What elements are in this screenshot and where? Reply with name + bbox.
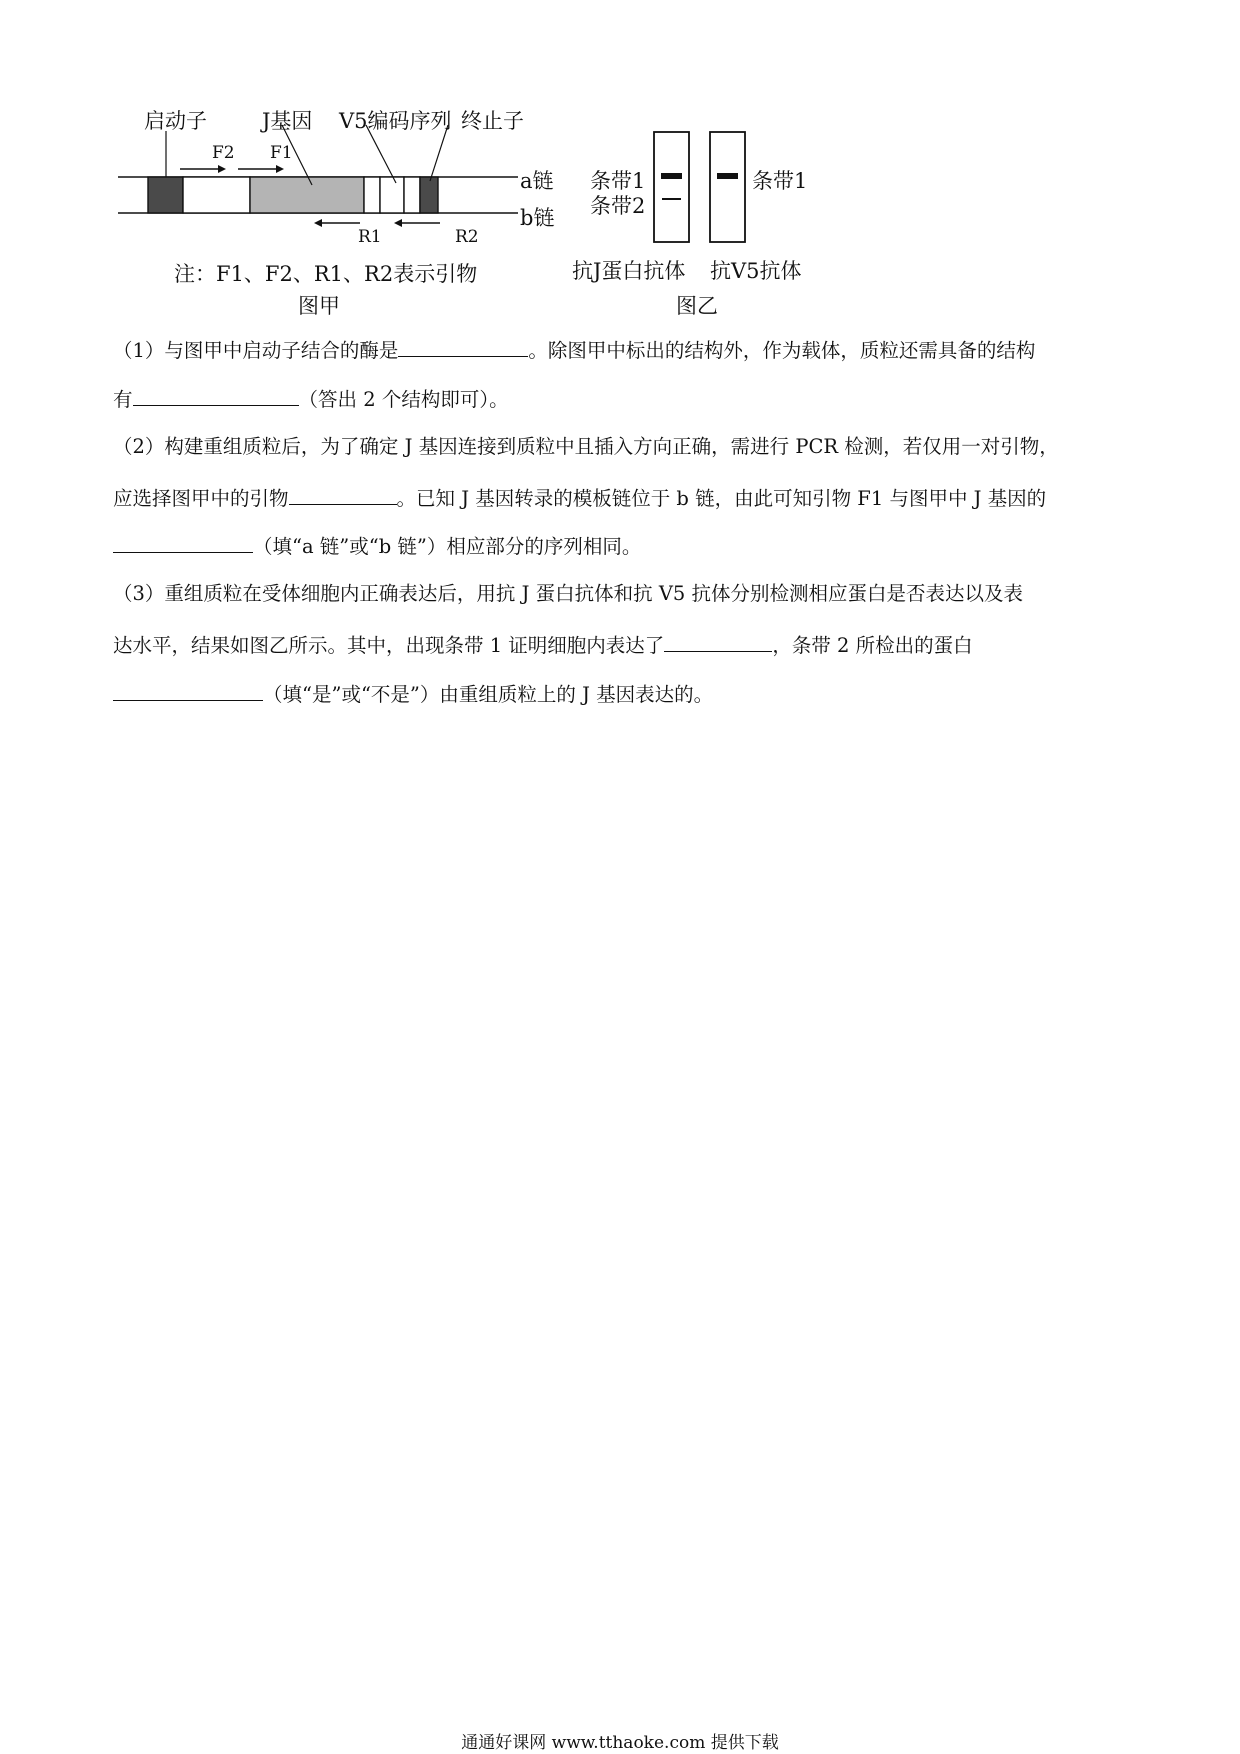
q3-text-3b: （填“是”或“不是”）由重组质粒上的 J 基因表达的。 — [263, 683, 714, 706]
q1-text-2a: 有 — [113, 388, 133, 411]
q3-text-1: （3）重组质粒在受体细胞内正确表达后，用抗 J 蛋白抗体和抗 V5 抗体分别检测相应蛋白是否表达以及表 — [113, 582, 1024, 605]
label-v5-seq: V5编码序列 — [339, 109, 452, 133]
q2-text-1: （2）构建重组质粒后，为了确定 J 基因连接到质粒中且插入方向正确，需进行 PCR 检测，若仅用一对引物， — [113, 435, 1059, 458]
q3-text-2a: 达水平，结果如图乙所示。其中，出现条带 1 证明细胞内表达了 — [113, 634, 665, 657]
j-gene-block — [250, 177, 364, 213]
q3-blank-2[interactable] — [113, 682, 263, 701]
q1-text-1a: （1）与图甲中启动子结合的酶是 — [113, 339, 399, 362]
q2-text-2b: 。已知 J 基因转录的模板链位于 b 链，由此可知引物 F1 与图甲中 J 基因的 — [396, 487, 1047, 510]
terminator-block — [420, 177, 438, 213]
v5-block-2 — [380, 177, 404, 213]
q1-blank-2[interactable] — [133, 387, 299, 406]
figure-a-note: 注：F1、F2、R1、R2表示引物 — [174, 262, 478, 286]
q1-blank-1[interactable] — [398, 338, 528, 357]
lane1-band2 — [662, 198, 681, 200]
label-strand-a: a链 — [520, 169, 554, 193]
label-band2-left: 条带2 — [590, 194, 646, 218]
v5-block-3 — [404, 177, 420, 213]
label-primer-f2: F2 — [212, 143, 235, 163]
label-antibody-j: 抗J蛋白抗体 — [572, 259, 686, 283]
q1-text-2b: （答出 2 个结构即可）。 — [298, 388, 509, 411]
promoter-block — [148, 177, 183, 213]
q1-text-1b: 。除图甲中标出的结构外，作为载体，质粒还需具备的结构 — [528, 339, 1036, 362]
label-primer-r1: R1 — [358, 227, 382, 247]
q3-blank-1[interactable] — [664, 633, 772, 652]
label-strand-b: b链 — [520, 206, 555, 230]
lane-v5-antibody — [710, 132, 745, 242]
spacer-block — [183, 177, 250, 213]
q2-text-2a: 应选择图甲中的引物 — [113, 487, 289, 510]
q2-blank-1[interactable] — [289, 486, 397, 505]
label-primer-f1: F1 — [270, 143, 293, 163]
label-antibody-v5: 抗V5抗体 — [710, 259, 802, 283]
page-footer: 通通好课网 www.tthaoke.com 提供下载 — [461, 1733, 779, 1753]
label-promoter: 启动子 — [144, 109, 207, 133]
label-terminator: 终止子 — [461, 109, 524, 133]
lane2-band1 — [717, 173, 738, 179]
lane1-band1 — [661, 173, 682, 179]
q2-text-3b: （填“a 链”或“b 链”）相应部分的序列相同。 — [253, 535, 642, 558]
label-band1-left: 条带1 — [590, 169, 646, 193]
figure-b-caption: 图乙 — [676, 294, 718, 318]
lane-j-antibody — [654, 132, 689, 242]
q2-blank-2[interactable] — [113, 534, 253, 553]
label-j-gene: J基因 — [262, 109, 313, 133]
q3-text-2b: ，条带 2 所检出的蛋白 — [772, 634, 973, 657]
figure-a-caption: 图甲 — [298, 294, 340, 318]
v5-block-1 — [364, 177, 380, 213]
label-primer-r2: R2 — [455, 227, 479, 247]
label-band1-right: 条带1 — [752, 169, 808, 193]
